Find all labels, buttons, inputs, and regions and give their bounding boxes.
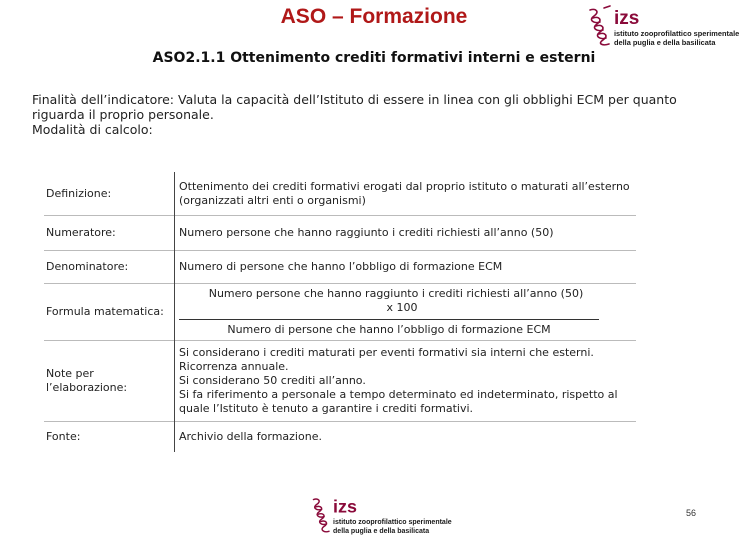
izs-footer-logo <box>308 493 452 537</box>
numeratore-label: Numeratore: <box>44 216 175 251</box>
formula-numerator-line <box>179 287 599 319</box>
formula-label: Formula matematica: <box>44 284 175 341</box>
table-row <box>44 284 636 341</box>
indicator-table <box>44 172 636 452</box>
logo-wordmark: izs <box>614 8 640 29</box>
fraction-bar <box>179 319 599 320</box>
logo-tagline-2: della puglia e della basilicata <box>614 38 716 47</box>
denominatore-value: Numero di persone che hanno l’obbligo di formazione ECM <box>175 251 637 284</box>
fonte-label: Fonte: <box>44 422 175 453</box>
note-line: Si considerano i crediti maturati per eventi formativi sia interni che esterni. <box>179 346 594 359</box>
note-label: Note per l’elaborazione: <box>44 341 175 422</box>
definizione-value: Ottenimento dei crediti formativi erogati dal proprio istituto o maturati all’esterno (organizzati altri enti o organismi) <box>179 179 630 207</box>
footer-logo-wordmark: izs <box>333 496 357 517</box>
formula-cell <box>175 284 637 341</box>
denominatore-label: Denominatore: <box>44 251 175 284</box>
izs-logo-graphic <box>584 4 740 48</box>
formula-multiplier: x 100 <box>386 301 418 314</box>
formula-numerator: Numero persone che hanno raggiunto i crediti richiesti all’anno (50) <box>208 287 584 300</box>
table-row <box>44 341 636 422</box>
formula-fraction <box>179 287 599 337</box>
slide-title: ASO – Formazione <box>280 5 468 28</box>
note-line: Si considerano 50 crediti all’anno. <box>179 374 366 387</box>
modalita-label: Modalità di calcolo: <box>32 122 153 137</box>
table-row <box>44 422 636 453</box>
page-number: 56 <box>686 508 697 518</box>
numeratore-value: Numero persone che hanno raggiunto i crediti richiesti all’anno (50) <box>175 216 637 251</box>
indicator-title: ASO2.1.1 Ottenimento crediti formativi interni e esterni <box>152 50 596 66</box>
table-row <box>44 251 636 284</box>
note-line: Ricorrenza annuale. <box>179 360 289 373</box>
formula-denominator: Numero di persone che hanno l’obbligo di formazione ECM <box>227 323 551 336</box>
footer-logo-tagline-1: istituto zooprofilattico sperimentale <box>333 518 452 526</box>
finalita-text: Finalità dell’indicatore: Valuta la capacità dell’Istituto di essere in linea con gli obblighi ECM per quanto riguarda il proprio personale. <box>32 92 677 122</box>
izs-footer-logo-graphic <box>308 493 452 537</box>
table-row <box>44 216 636 251</box>
intro-text <box>32 92 692 137</box>
footer-logo-tagline-2: della puglia e della basilicata <box>333 527 430 535</box>
definizione-label: Definizione: <box>44 172 175 216</box>
fonte-value: Archivio della formazione. <box>175 422 637 453</box>
izs-logo <box>584 4 740 48</box>
note-line: Si fa riferimento a personale a tempo determinato ed indeterminato, rispetto al quale l’Istituto è tenuto a garantire i crediti formativi. <box>179 388 618 415</box>
note-value <box>175 341 637 422</box>
table-row <box>44 172 636 216</box>
logo-tagline-1: istituto zooprofilattico sperimentale <box>614 29 740 38</box>
